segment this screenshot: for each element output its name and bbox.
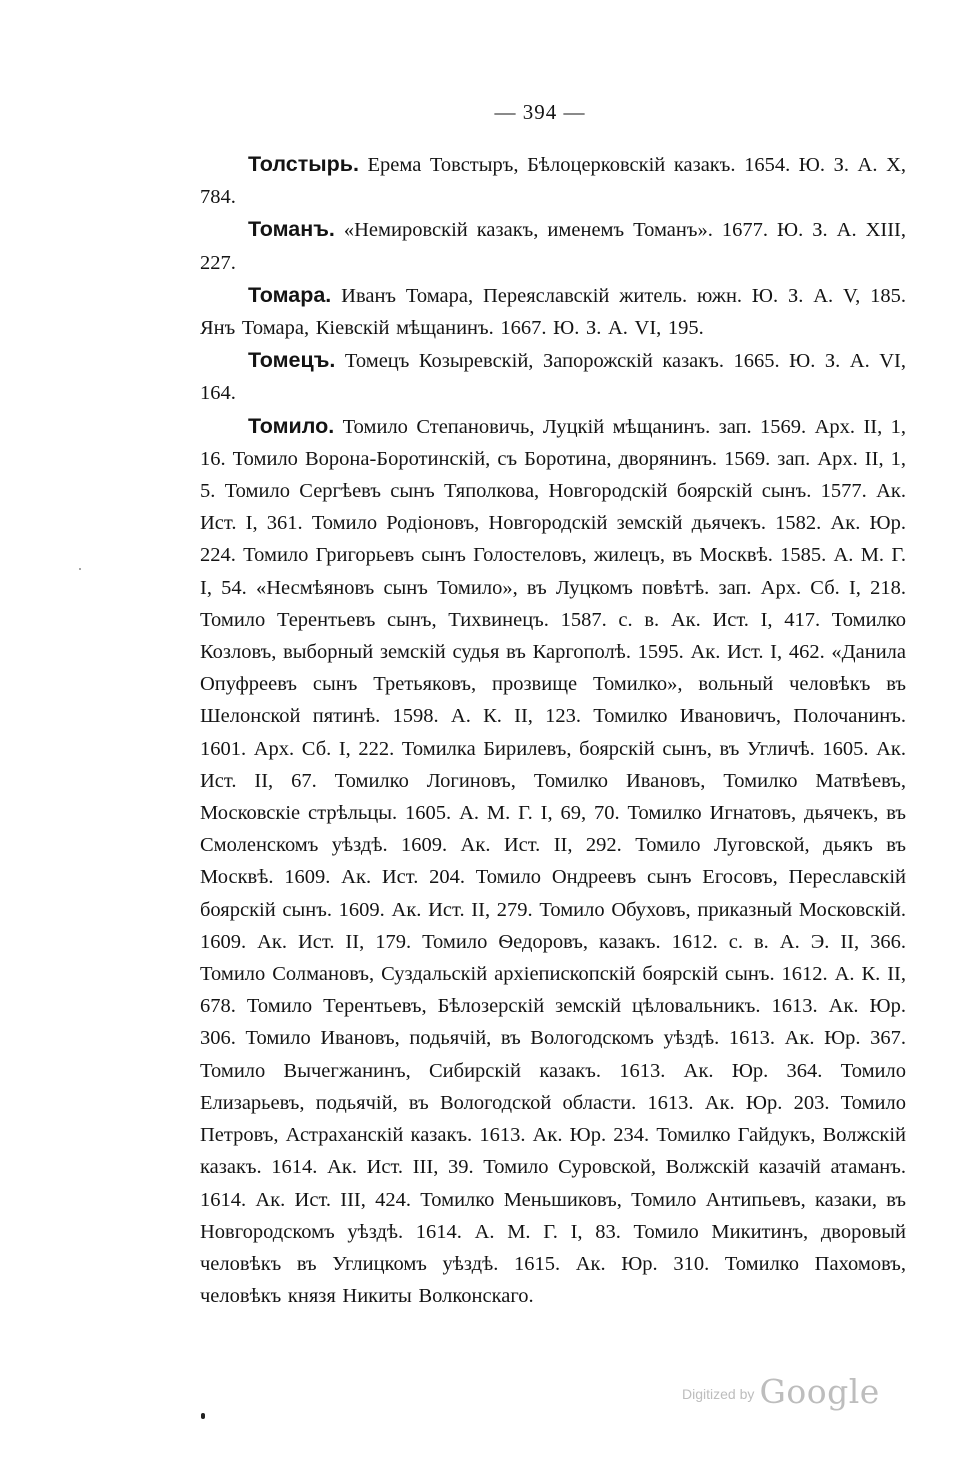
entry-headword: Томанъ. xyxy=(248,217,335,242)
print-speck xyxy=(201,1413,205,1419)
entry-text: Томецъ Козыревскій, Запорожскій казакъ. 1665. Ю. З. А. VI, 164. xyxy=(200,350,906,405)
entry-tomilo xyxy=(200,410,906,1313)
watermark-brand: Google xyxy=(759,1372,880,1411)
entry-text: Иванъ Томара, Переяславскій житель. южн. Ю. З. А. V, 185. Янъ Томара, Кіевскій мѣщанинъ. 1667. Ю. З. А. VI, 195. xyxy=(200,284,906,340)
page-body xyxy=(200,148,906,1312)
entry-text: Ерема Товстыръ, Бѣлоцерковскій казакъ. 1654. Ю. З. А. X, 784. xyxy=(200,154,906,209)
entry-tomara xyxy=(200,279,906,344)
entry-headword: Томецъ. xyxy=(248,348,336,373)
entry-text: «Немировскій казакъ, именемъ Томанъ». 1677. Ю. З. А. XIII, 227. xyxy=(200,219,907,274)
entry-text: Томило Степановичь, Луцкій мѣщанинъ. зап. 1569. Арх. II, 1, 16. Томило Ворона-Боротинскій, съ Боротина, дворянинъ. 1569. зап. Арх. II, 1, 5. Томило Сергѣевъ сынъ Тяполкова, Новгородскій боярскій сынъ. 1577. Ак. Ист. I, 361. Томило Родіоновъ, Новгородскій земскій дьячекъ. 1582. Ак. Юр. 224. Томило Григорьевъ сынъ Голостеловъ, жилецъ, въ Москвѣ. 1585. А. М. Г. I, 54. «Несмѣяновъ сынъ Томило», въ Луцкомъ повѣтѣ. зап. Арх. Сб. I, 218. Томило Терентьевъ сынъ, Тихвинецъ. 1587. с. в. Ак. Ист. I, 417. Томилко Козловъ, выборный земскій судья въ Каргополѣ. 1595. Ак. Ист. I, 462. «Данила Опуфреевъ сынъ Третьяковъ, прозвище Томилко», вольный человѣкъ въ Шелонской пятинѣ. 1598. А. К. II, 123. Томилко Ивановичъ, Полочанинъ. 1601. Арх. Сб. I, 222. Томилка Бирилевъ, боярскій сынъ, въ Угличѣ. 1605. Ак. Ист. II, 67. Томилко Логиновъ, Томилко Ивановъ, Томилко Матвѣевъ, Московскіе стрѣльцы. 1605. А. М. Г. I, 69, 70. Томилко Игнатовъ, дьячекъ, въ Смоленскомъ уѣздѣ. 1609. Ак. Ист. II, 292. Томило Луговской, дьякъ въ Москвѣ. 1609. Ак. Ист. 204. Томило Ондреевъ сынъ Егосовъ, Переславскій боярскій сынъ. 1609. Ак. Ист. II, 279. Томило Обуховъ, приказный Московскій. 1609. Ак. Ист. II, 179. Томило Ѳедоровъ, казакъ. 1612. с. в. А. Э. II, 366. Томило Солмановъ, Суздальскій архіепископскій боярскій сынъ. 1612. А. К. II, 678. Томило Терентьевъ, Бѣлозерскій земскій цѣловальникъ. 1613. Ак. Юр. 306. Томило Ивановъ, подьячій, въ Вологодскомъ уѣздѣ. 1613. Ак. Юр. 367. Томило Вычегжанинъ, Сибирскій казакъ. 1613. Ак. Юр. 364. Томило Елизарьевъ, подьячій, въ Вологодской области. 1613. Ак. Юр. 203. Томило Петровъ, Астраханскій казакъ. 1613. Ак. Юр. 234. Томилко Гайдукъ, Волжскій казакъ. 1614. Ак. Ист. III, 39. Томило Суровской, Волжскій казачій атаманъ. 1614. Ак. Ист. III, 424. Томилко Меньшиковъ, Томило Антипьевъ, казаки, въ Новгородскомъ уѣздѣ. 1614. А. М. Г. I, 83. Томило Микитинъ, дворовый человѣкъ въ Углицкомъ уѣздѣ. 1615. Ак. Юр. 310. Томилко Пахомовъ, человѣкъ князя Никиты Волконскаго. xyxy=(200,415,907,1308)
entry-toman xyxy=(200,213,906,278)
entry-tomets xyxy=(200,344,906,409)
print-speck xyxy=(79,568,81,570)
watermark-prefix: Digitized by xyxy=(682,1386,755,1402)
entry-headword: Томило. xyxy=(248,413,335,438)
entry-tolstyr xyxy=(200,148,906,213)
digitized-by-watermark xyxy=(682,1372,892,1412)
entry-headword: Толстырь. xyxy=(248,152,359,176)
entry-headword: Томара. xyxy=(248,282,332,307)
page-number: — 394 — xyxy=(494,100,586,124)
